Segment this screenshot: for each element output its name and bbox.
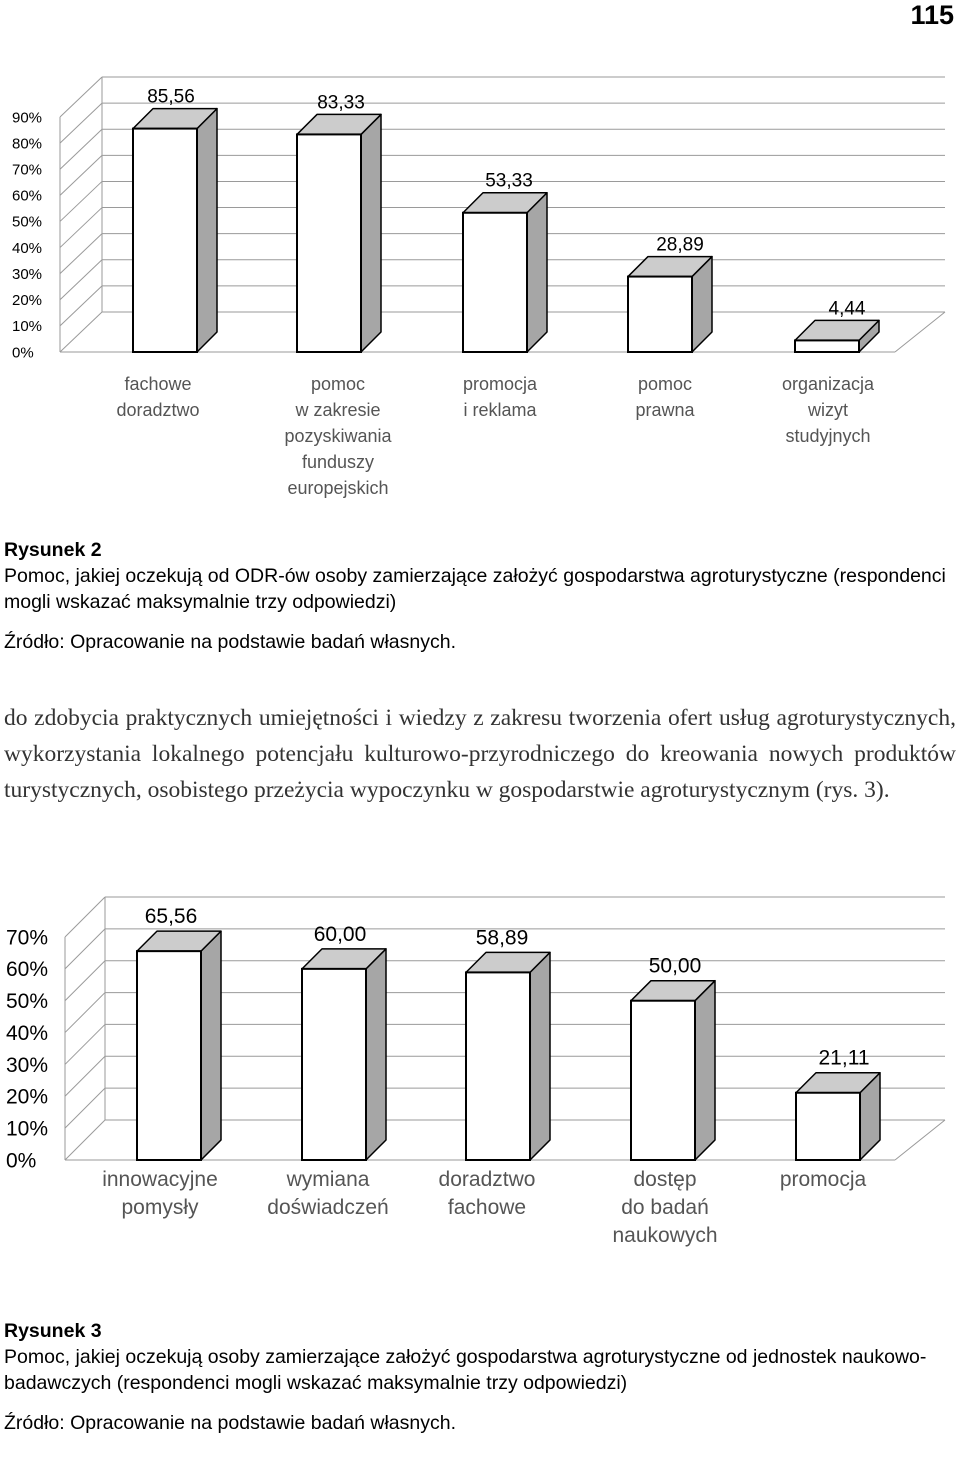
figure-2-caption (4, 537, 956, 655)
y-tick-label: 30% (6, 1053, 49, 1077)
y-tick-label: 40% (12, 239, 43, 257)
y-tick-label: 20% (6, 1085, 49, 1109)
floor-side-edge (895, 1120, 945, 1160)
y-tick-label: 10% (6, 1117, 49, 1141)
bar (628, 277, 692, 352)
gridline-slant (60, 77, 102, 117)
x-tick-label: fachowe (124, 374, 192, 394)
y-tick-label: 50% (12, 213, 43, 231)
x-tick-label: funduszy (301, 452, 375, 472)
bar (631, 1001, 695, 1160)
y-tick-label: 60% (6, 958, 49, 982)
x-tick-label: promocja (462, 374, 538, 394)
bar (297, 134, 361, 352)
gridline-slant (60, 155, 102, 195)
bar-side (695, 981, 715, 1160)
y-tick-label: 90% (12, 109, 43, 127)
y-tick-label: 0% (12, 344, 34, 362)
data-label: 60,00 (313, 922, 367, 946)
bar-side (361, 114, 381, 352)
figure-3-caption (4, 1318, 956, 1436)
x-tick-label: dostęp (633, 1168, 697, 1191)
x-tick-label: do badań (621, 1196, 709, 1219)
x-tick-label: w zakresie (295, 400, 381, 420)
x-tick-label: fachowe (447, 1196, 527, 1219)
x-tick-label: doradztwo (116, 400, 200, 420)
x-tick-label: doświadczeń (267, 1196, 389, 1219)
gridline-slant (65, 1024, 105, 1064)
chart-figure-3 (0, 880, 960, 1270)
y-tick-label: 10% (12, 318, 43, 336)
data-label: 83,33 (317, 92, 365, 114)
x-tick-label: naukowych (612, 1224, 718, 1247)
data-label: 85,56 (147, 86, 195, 108)
data-label: 21,11 (818, 1046, 870, 1070)
y-tick-label: 20% (12, 292, 43, 310)
figure-2-description: Pomoc, jakiej oczekują od ODR-ów osoby zamierzające założyć gospodarstwa agroturystyczne (respondenci mogli wskazać maksymalnie trzy odpowiedzi) (4, 565, 946, 613)
gridline-slant (60, 312, 102, 352)
y-tick-label: 70% (6, 926, 49, 950)
bar (466, 972, 530, 1160)
gridline-slant (60, 181, 102, 221)
bar (795, 340, 859, 352)
data-label: 28,89 (656, 234, 704, 256)
x-tick-label: doradztwo (438, 1168, 536, 1191)
y-tick-label: 30% (12, 265, 43, 283)
gridline-slant (65, 929, 105, 969)
gridline-slant (60, 208, 102, 248)
bar-side (197, 109, 217, 352)
x-tick-label: studyjnych (785, 426, 871, 446)
gridline-slant (60, 129, 102, 169)
figure-2-label: Rysunek 2 (4, 539, 102, 561)
data-label: 4,44 (828, 298, 866, 320)
data-label: 50,00 (648, 954, 702, 978)
data-label: 58,89 (475, 926, 529, 950)
y-tick-label: 70% (12, 161, 43, 179)
figure-3-label: Rysunek 3 (4, 1320, 102, 1342)
x-tick-label: innowacyjne (102, 1168, 218, 1191)
x-tick-label: wymiana (286, 1168, 370, 1191)
figure-2-source: Źródło: Opracowanie na podstawie badań własnych. (4, 631, 457, 653)
data-label: 53,33 (485, 170, 533, 192)
y-tick-label: 80% (12, 135, 43, 153)
x-tick-label: i reklama (463, 400, 537, 420)
floor-side-edge (895, 312, 945, 352)
y-tick-label: 0% (6, 1149, 37, 1173)
gridline-slant (65, 897, 105, 937)
x-tick-label: wizyt (808, 400, 848, 420)
x-tick-label: organizacja (781, 374, 875, 394)
bar-side (527, 193, 547, 352)
bar (137, 951, 201, 1160)
y-tick-label: 40% (6, 1021, 49, 1045)
x-tick-label: promocja (779, 1168, 867, 1191)
x-tick-label: pomoc (310, 374, 366, 394)
bar-side (366, 949, 386, 1160)
gridline-slant (60, 260, 102, 300)
gridline-slant (65, 1088, 105, 1128)
x-tick-label: pozyskiwania (284, 426, 392, 446)
x-tick-label: pomysły (121, 1196, 199, 1219)
chart-figure-2 (0, 60, 960, 530)
y-tick-label: 50% (6, 990, 49, 1014)
x-tick-label: pomoc (637, 374, 693, 394)
gridline-slant (60, 286, 102, 326)
x-tick-label: prawna (635, 400, 695, 420)
figure-3-source: Źródło: Opracowanie na podstawie badań własnych. (4, 1412, 457, 1434)
bar-side (201, 931, 221, 1160)
bar (463, 213, 527, 352)
bar (796, 1093, 860, 1160)
gridline-slant (60, 103, 102, 143)
gridline-slant (65, 961, 105, 1001)
gridline-slant (65, 1120, 105, 1160)
body-paragraph: do zdobycia praktycznych umiejętności i wiedzy z zakresu tworzenia ofert usług agroturystycznych, wykorzystania lokalnego potencjału kulturowo-przyrodniczego do kreowania nowych produktów turystycznych, osobistego przeżycia wypoczynku w gospodarstwie agroturystycznym (rys. 3). (4, 705, 956, 803)
gridline-slant (65, 1056, 105, 1096)
bar-side (530, 952, 550, 1160)
data-label: 65,56 (144, 905, 198, 929)
page-number: 115 (910, 0, 954, 30)
bar (302, 969, 366, 1160)
x-tick-label: europejskich (287, 478, 389, 498)
figure-3-description: Pomoc, jakiej oczekują osoby zamierzające założyć gospodarstwa agroturystyczne od jednostek naukowo-badawczych (respondenci mogli wskazać maksymalnie trzy odpowiedzi) (4, 1346, 927, 1394)
gridline-slant (60, 234, 102, 274)
bar (133, 129, 197, 352)
y-tick-label: 60% (12, 187, 43, 205)
gridline-slant (65, 993, 105, 1033)
